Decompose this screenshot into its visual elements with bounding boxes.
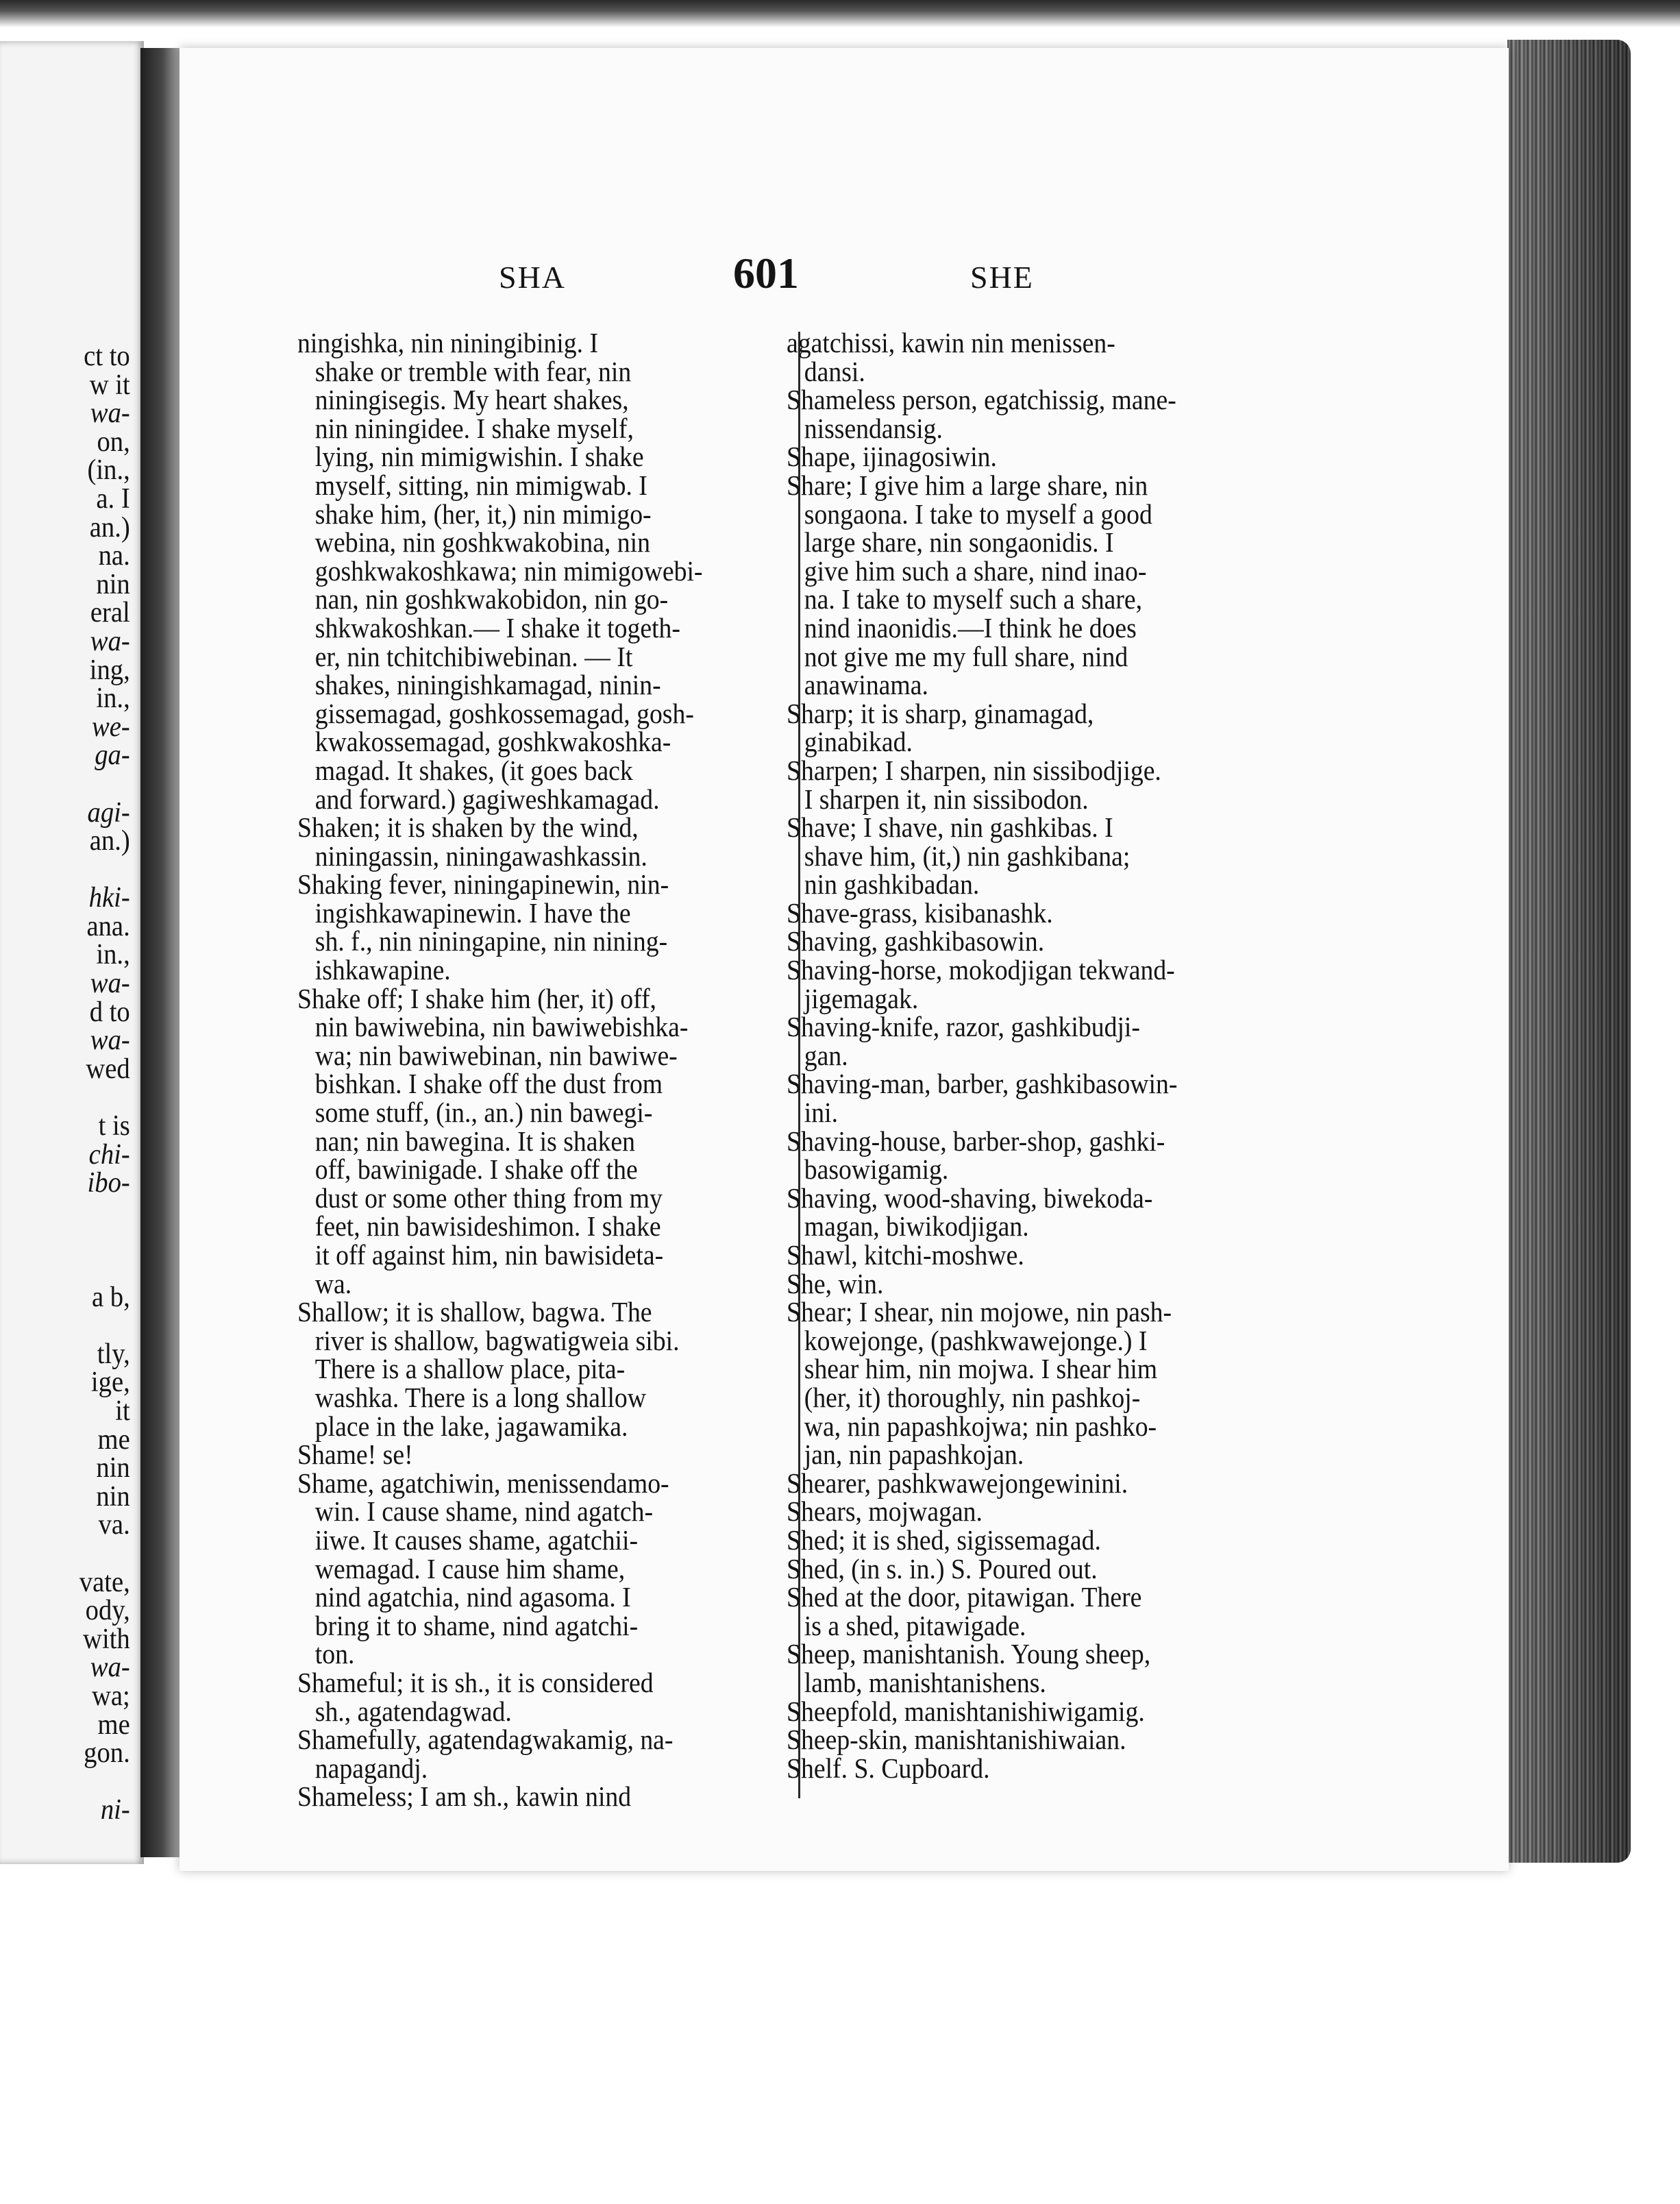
facing-page-fragment: nin — [96, 1452, 130, 1484]
entry-line: (her, it) thoroughly, nin pashkoj- — [804, 1381, 1141, 1413]
facing-page-fragment: ct to — [84, 341, 130, 372]
facing-page-fragment: an.) — [89, 511, 130, 543]
entry-line: jan, nin papashkojan. — [804, 1438, 1024, 1471]
entry-line: is a shed, pitawigade. — [804, 1609, 1026, 1641]
entry-line: Shelf. S. Cupboard. — [787, 1752, 990, 1784]
facing-page-fragment: d to — [89, 996, 130, 1028]
entry-line: dansi. — [804, 355, 865, 387]
entry-line: Shed, (in s. in.) S. Poured out. — [787, 1552, 1098, 1584]
entry-line: ishkawapine. — [314, 954, 451, 986]
entry-line: nind agatchia, nind agasoma. I — [314, 1581, 631, 1613]
entry-line: Shaving, gashkibasowin. — [787, 925, 1045, 957]
facing-page-fragment: a b, — [91, 1281, 130, 1313]
entry-line: Shamefully, agatendagwakamig, na- — [297, 1724, 674, 1756]
entry-line: ton. — [314, 1638, 355, 1670]
entry-line: Shearer, pashkwawejongewinini. — [787, 1467, 1128, 1499]
facing-page-fragment: nin — [96, 568, 130, 600]
entry-line: Shaving, wood-shaving, biwekoda- — [787, 1181, 1153, 1214]
facing-page-fragment: ni- — [100, 1794, 130, 1826]
entry-line: goshkwakoshkawa; nin mimigowebi- — [314, 554, 703, 587]
entry-line: ini. — [804, 1097, 839, 1129]
entry-line: nin bawiwebina, nin bawiwebishka- — [314, 1011, 689, 1043]
entry-line: Shaving-knife, razor, gashkibudji- — [787, 1011, 1140, 1043]
entry-line: Shed at the door, pitawigan. There — [787, 1581, 1142, 1613]
entry-line: Shameless; I am sh., kawin nind — [297, 1780, 632, 1813]
facing-page-fragment: tly, — [97, 1338, 130, 1370]
entry-line: wa; nin bawiwebinan, nin bawiwe- — [314, 1039, 678, 1071]
facing-page-fragment: (in., — [87, 454, 130, 487]
facing-page — [0, 41, 144, 1864]
facing-page-fragment: me — [97, 1423, 130, 1456]
facing-page-fragment: an.) — [89, 825, 130, 857]
entry-line: Shears, mojwagan. — [787, 1495, 983, 1528]
facing-page-fragment: me — [97, 1709, 130, 1741]
entry-line: na. I take to myself such a share, — [804, 583, 1143, 615]
entry-line: jigemagak. — [804, 982, 919, 1014]
entry-line: She, win. — [787, 1267, 884, 1299]
facing-page-fragment: na. — [98, 540, 130, 572]
entry-line: washka. There is a long shallow — [314, 1381, 647, 1413]
entry-line: river is shallow, bagwatigweia sibi. — [314, 1324, 680, 1356]
entry-line: shave him, (it,) nin gashkibana; — [804, 840, 1131, 872]
entry-line: ingishkawapinewin. I have the — [314, 896, 631, 929]
entry-line: Shame, agatchiwin, menissendamo- — [297, 1467, 669, 1499]
entry-line: anawinama. — [804, 669, 928, 701]
entry-line: There is a shallow place, pita- — [314, 1353, 626, 1385]
entry-line: Sheep-skin, manishtanishiwaian. — [787, 1724, 1126, 1756]
entry-line: Shameful; it is sh., it is considered — [297, 1666, 654, 1698]
entries-column-left — [297, 329, 772, 1811]
entry-line: Sheepfold, manishtanishiwigamig. — [787, 1695, 1145, 1727]
facing-page-fragment — [12, 1312, 144, 1340]
facing-page-fragment: wa- — [90, 968, 130, 1000]
entry-line: magad. It shakes, (it goes back — [314, 754, 633, 786]
entry-line: dust or some other thing from my — [314, 1181, 663, 1214]
entry-line: off, bawinigade. I shake off the — [314, 1153, 638, 1186]
entry-line: shkwakoshkan.— I shake it togeth- — [314, 611, 680, 644]
entry-line: nan; nin bawegina. It is shaken — [314, 1125, 635, 1157]
entry-line: Shake off; I shake him (her, it) off, — [297, 982, 656, 1014]
facing-page-fragment: it — [115, 1395, 130, 1427]
facing-page-fragment — [12, 856, 144, 885]
facing-page-fragment: ody, — [85, 1595, 130, 1627]
facing-page-fragment: nin — [96, 1480, 130, 1513]
entry-line: napagandj. — [314, 1752, 428, 1784]
facing-page-fragment: a. I — [96, 482, 130, 515]
entry-line: Shame! se! — [297, 1438, 413, 1471]
entry-line: songaona. I take to myself a good — [804, 498, 1152, 530]
scan-top-edge — [0, 0, 1680, 27]
facing-page-fragment: wa- — [90, 1025, 130, 1057]
entry-line: place in the lake, jagawamika. — [314, 1410, 628, 1442]
entry-line: er, nin tchitchibiwebinan. — It — [314, 640, 633, 672]
entry-line: wemagad. I cause him shame, — [314, 1552, 626, 1584]
entry-line: webina, nin goshkwakobina, nin — [314, 526, 650, 559]
entry-line: shake him, (her, it,) nin mimigo- — [314, 498, 652, 530]
entry-line: myself, sitting, nin mimigwab. I — [314, 469, 647, 501]
entry-line: Shaving-man, barber, gashkibasowin- — [787, 1068, 1178, 1100]
entry-line: shake or tremble with fear, nin — [314, 355, 632, 387]
entry-line: shakes, niningishkamagad, ninin- — [314, 669, 661, 701]
entry-line: lamb, manishtanishens. — [804, 1666, 1046, 1698]
running-head-left: SHA — [499, 260, 567, 295]
entry-line: bishkan. I shake off the dust from — [314, 1068, 663, 1100]
facing-page-fragment — [12, 770, 144, 799]
entry-line: Shallow; it is shallow, bagwa. The — [297, 1296, 652, 1328]
entry-line: Shave; I shave, nin gashkibas. I — [787, 811, 1113, 844]
entry-line: win. I cause shame, nind agatch- — [314, 1495, 654, 1528]
entry-line: Shape, ijinagosiwin. — [787, 441, 997, 473]
facing-page-fragment: eral — [90, 597, 130, 629]
entry-line: magan, biwikodjigan. — [804, 1210, 1029, 1242]
entry-line: Shear; I shear, nin mojowe, nin pash- — [787, 1296, 1172, 1328]
entry-line: Shameless person, egatchissig, mane- — [787, 384, 1176, 416]
entry-line: agatchissi, kawin nin menissen- — [787, 327, 1115, 358]
entry-line: ningishka, nin niningibinig. I — [297, 327, 599, 358]
facing-page-fragment: vate, — [79, 1566, 130, 1598]
entry-line: gan. — [804, 1039, 848, 1071]
facing-page-text — [0, 343, 144, 1825]
facing-page-fragment: wa- — [90, 397, 130, 430]
entry-line: Shaving-horse, mokodjigan tekwand- — [787, 954, 1175, 986]
entry-line: nissendansig. — [804, 412, 943, 444]
entry-line: sh. f., nin niningapine, nin nining- — [314, 925, 668, 957]
entry-line: Share; I give him a large share, nin — [787, 469, 1148, 501]
page-number: 601 — [733, 249, 799, 297]
facing-page-fragment: with — [83, 1623, 130, 1655]
facing-page-fragment — [12, 1255, 144, 1284]
facing-page-fragment — [12, 1768, 144, 1797]
entry-line: niningisegis. My heart shakes, — [314, 384, 629, 416]
entry-line: Sharp; it is sharp, ginamagad, — [787, 697, 1094, 729]
entry-line: I sharpen it, nin sissibodon. — [804, 783, 1089, 815]
entry-line: Shawl, kitchi-moshwe. — [787, 1239, 1024, 1271]
entry-line: niningassin, niningawashkassin. — [314, 840, 647, 872]
entry-line: Shed; it is shed, sigissemagad. — [787, 1523, 1101, 1556]
entry-line: nin gashkibadan. — [804, 868, 980, 901]
facing-page-fragment: wa; — [91, 1680, 130, 1712]
facing-page-fragment — [12, 1083, 144, 1112]
entry-line: Shaving-house, barber-shop, gashki- — [787, 1125, 1165, 1157]
entry-line: Shave-grass, kisibanashk. — [787, 896, 1053, 929]
facing-page-fragment: in., — [96, 683, 130, 715]
facing-page-fragment: we- — [91, 711, 130, 743]
entry-line: nan, nin goshkwakobidon, nin go- — [314, 583, 669, 615]
entry-line: large share, nin songaonidis. I — [804, 526, 1114, 559]
facing-page-fragment — [12, 1226, 144, 1255]
facing-page-fragment: chi- — [88, 1138, 130, 1171]
facing-page-fragment: hki- — [88, 882, 130, 914]
entry-line: Shaking fever, niningapinewin, nin- — [297, 868, 669, 901]
facing-page-fragment — [12, 1198, 144, 1227]
entry-line: it off against him, nin bawisideta- — [314, 1239, 664, 1271]
entry-line: kwakossemagad, goshkwakoshka- — [314, 726, 671, 758]
facing-page-fragment: ibo- — [87, 1167, 130, 1199]
entry-line: iiwe. It causes shame, agatchii- — [314, 1523, 639, 1556]
facing-page-fragment: w it — [89, 369, 130, 401]
entry-line: not give me my full share, nind — [804, 640, 1128, 672]
entry-line: kowejonge, (pashkwawejonge.) I — [804, 1324, 1148, 1356]
facing-page-fragment: wa- — [90, 625, 130, 657]
entry-line: lying, nin mimigwishin. I shake — [314, 441, 644, 473]
entry-line: nin niningidee. I shake myself, — [314, 412, 634, 444]
facing-page-fragment: in., — [96, 939, 130, 971]
facing-page-fragment: ige, — [90, 1367, 130, 1399]
facing-page-fragment: ing, — [89, 654, 130, 686]
entry-line: nind inaonidis.—I think he does — [804, 611, 1137, 644]
entry-line: basowigamig. — [804, 1153, 949, 1186]
facing-page-fragment: t is — [98, 1110, 130, 1142]
entry-line: give him such a share, nind inao- — [804, 554, 1147, 587]
entry-line: some stuff, (in., an.) nin bawegi- — [314, 1097, 653, 1129]
facing-page-fragment — [12, 1540, 144, 1569]
running-head-right: SHE — [970, 260, 1034, 295]
page-edges-shade — [1507, 40, 1631, 1863]
entries-column-right — [787, 329, 1265, 1783]
facing-page-fragment: ana. — [86, 910, 130, 942]
entry-line: sh., agatendagwad. — [314, 1695, 512, 1727]
entry-line: shear him, nin mojwa. I shear him — [804, 1353, 1158, 1385]
entry-line: Sheep, manishtanish. Young sheep, — [787, 1638, 1151, 1670]
entry-line: wa. — [314, 1267, 352, 1299]
entry-line: gissemagad, goshkossemagad, gosh- — [314, 697, 694, 729]
entry-line: ginabikad. — [804, 726, 913, 758]
facing-page-fragment: va. — [98, 1509, 130, 1541]
entry-line: Sharpen; I sharpen, nin sissibodjige. — [787, 754, 1161, 786]
facing-page-fragment: gon. — [84, 1737, 130, 1770]
facing-page-fragment: agi- — [87, 796, 130, 829]
facing-page-fragment: on, — [97, 426, 130, 458]
entry-line: feet, nin bawisideshimon. I shake — [314, 1210, 661, 1242]
facing-page-fragment: ga- — [95, 739, 130, 772]
facing-page-fragment: wa- — [90, 1652, 130, 1684]
entry-line: and forward.) gagiweshkamagad. — [314, 783, 660, 815]
facing-page-fragment: wed — [86, 1053, 130, 1085]
entry-line: Shaken; it is shaken by the wind, — [297, 811, 639, 844]
entry-line: bring it to shame, nind agatchi- — [314, 1609, 639, 1641]
entry-line: wa, nin papashkojwa; nin pashko- — [804, 1410, 1157, 1442]
